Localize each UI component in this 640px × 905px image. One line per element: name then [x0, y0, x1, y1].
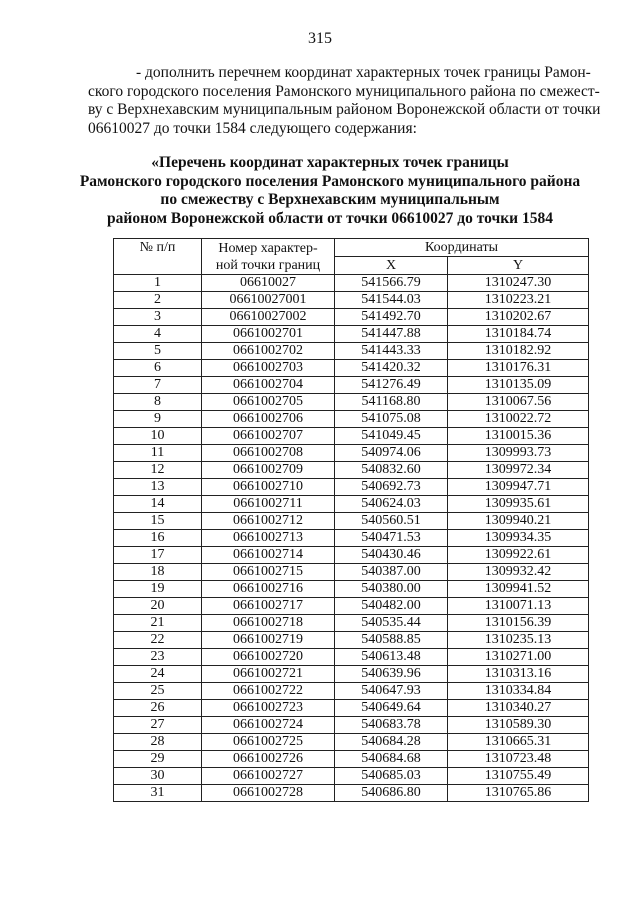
cell-row-number: 17	[114, 547, 202, 564]
cell-point-number: 0661002721	[202, 666, 335, 683]
cell-x: 541420.32	[335, 360, 448, 377]
table-row	[114, 768, 589, 785]
cell-point-number: 0661002707	[202, 428, 335, 445]
cell-x: 540692.73	[335, 479, 448, 496]
cell-y: 1310765.86	[448, 785, 589, 802]
cell-y: 1310235.13	[448, 632, 589, 649]
table-header-row	[114, 239, 589, 257]
cell-y: 1310665.31	[448, 734, 589, 751]
cell-x: 541492.70	[335, 309, 448, 326]
cell-x: 541544.03	[335, 292, 448, 309]
table-row	[114, 479, 589, 496]
heading-line: «Перечень координат характерных точек границы	[151, 154, 509, 171]
cell-point-number: 0661002727	[202, 768, 335, 785]
table-row	[114, 292, 589, 309]
heading-line: районом Воронежской области от точки 06610027 до точки 1584	[107, 209, 553, 227]
cell-point-number: 0661002708	[202, 445, 335, 462]
cell-point-number: 0661002703	[202, 360, 335, 377]
intro-line: 06610027 до точки 1584 следующего содержания:	[88, 119, 417, 137]
table-row	[114, 785, 589, 802]
table-row	[114, 751, 589, 768]
cell-row-number: 31	[114, 785, 202, 802]
cell-x: 540684.68	[335, 751, 448, 768]
cell-row-number: 6	[114, 360, 202, 377]
intro-line: ву с Верхнехавским муниципальным районом Воронежской области от точки	[88, 101, 601, 118]
intro-line: - дополнить перечнем координат характерных точек границы Рамон-	[136, 64, 591, 81]
cell-point-number: 0661002716	[202, 581, 335, 598]
header-point-number	[202, 239, 335, 275]
cell-point-number: 0661002701	[202, 326, 335, 343]
table-row	[114, 326, 589, 343]
table-row	[114, 649, 589, 666]
cell-y: 1310340.27	[448, 700, 589, 717]
cell-row-number: 27	[114, 717, 202, 734]
table-row	[114, 462, 589, 479]
cell-row-number: 2	[114, 292, 202, 309]
cell-x: 540974.06	[335, 445, 448, 462]
cell-x: 541447.88	[335, 326, 448, 343]
cell-y: 1310071.13	[448, 598, 589, 615]
cell-y: 1310067.56	[448, 394, 589, 411]
cell-x: 541566.79	[335, 275, 448, 292]
table-row	[114, 598, 589, 615]
table-row	[114, 394, 589, 411]
cell-x: 540649.64	[335, 700, 448, 717]
cell-row-number: 29	[114, 751, 202, 768]
cell-row-number: 16	[114, 530, 202, 547]
table-body	[114, 275, 589, 802]
header-y: Y	[448, 257, 589, 275]
table-row	[114, 547, 589, 564]
cell-y: 1310156.39	[448, 615, 589, 632]
table-row	[114, 530, 589, 547]
cell-x: 540683.78	[335, 717, 448, 734]
header-point-line1: Номер характер-	[218, 240, 318, 256]
cell-y: 1309932.42	[448, 564, 589, 581]
cell-y: 1310271.00	[448, 649, 589, 666]
cell-point-number: 0661002722	[202, 683, 335, 700]
cell-row-number: 28	[114, 734, 202, 751]
cell-point-number: 0661002713	[202, 530, 335, 547]
cell-y: 1309972.34	[448, 462, 589, 479]
table-row	[114, 513, 589, 530]
intro-paragraph	[88, 64, 600, 138]
cell-x: 540380.00	[335, 581, 448, 598]
cell-row-number: 18	[114, 564, 202, 581]
cell-x: 540832.60	[335, 462, 448, 479]
cell-x: 540647.93	[335, 683, 448, 700]
cell-point-number: 0661002718	[202, 615, 335, 632]
table-row	[114, 700, 589, 717]
cell-point-number: 0661002720	[202, 649, 335, 666]
cell-y: 1309993.73	[448, 445, 589, 462]
cell-row-number: 22	[114, 632, 202, 649]
cell-row-number: 11	[114, 445, 202, 462]
cell-x: 541443.33	[335, 343, 448, 360]
cell-row-number: 25	[114, 683, 202, 700]
table-row	[114, 411, 589, 428]
cell-x: 540535.44	[335, 615, 448, 632]
cell-point-number: 0661002706	[202, 411, 335, 428]
cell-point-number: 06610027001	[202, 292, 335, 309]
table-row	[114, 615, 589, 632]
cell-y: 1309947.71	[448, 479, 589, 496]
cell-row-number: 26	[114, 700, 202, 717]
cell-point-number: 0661002710	[202, 479, 335, 496]
table-row	[114, 564, 589, 581]
table-row	[114, 343, 589, 360]
table-row	[114, 275, 589, 292]
cell-row-number: 10	[114, 428, 202, 445]
cell-point-number: 0661002704	[202, 377, 335, 394]
cell-point-number: 0661002723	[202, 700, 335, 717]
table-row	[114, 581, 589, 598]
cell-point-number: 0661002702	[202, 343, 335, 360]
cell-row-number: 4	[114, 326, 202, 343]
cell-row-number: 1	[114, 275, 202, 292]
table-row	[114, 377, 589, 394]
cell-point-number: 0661002705	[202, 394, 335, 411]
cell-row-number: 21	[114, 615, 202, 632]
cell-row-number: 20	[114, 598, 202, 615]
cell-x: 541075.08	[335, 411, 448, 428]
cell-y: 1310247.30	[448, 275, 589, 292]
cell-row-number: 12	[114, 462, 202, 479]
table-row	[114, 428, 589, 445]
cell-y: 1310184.74	[448, 326, 589, 343]
header-point-line2: ной точки границ	[215, 257, 321, 273]
table-row	[114, 734, 589, 751]
cell-y: 1310589.30	[448, 717, 589, 734]
cell-x: 540685.03	[335, 768, 448, 785]
table-row	[114, 445, 589, 462]
cell-y: 1310334.84	[448, 683, 589, 700]
cell-row-number: 3	[114, 309, 202, 326]
cell-row-number: 7	[114, 377, 202, 394]
header-row-number: № п/п	[114, 239, 202, 275]
cell-y: 1310015.36	[448, 428, 589, 445]
cell-point-number: 0661002728	[202, 785, 335, 802]
cell-y: 1310723.48	[448, 751, 589, 768]
cell-point-number: 0661002717	[202, 598, 335, 615]
cell-y: 1309940.21	[448, 513, 589, 530]
cell-y: 1310313.16	[448, 666, 589, 683]
header-coordinates: Координаты	[335, 239, 589, 257]
cell-y: 1309922.61	[448, 547, 589, 564]
cell-x: 540639.96	[335, 666, 448, 683]
cell-row-number: 14	[114, 496, 202, 513]
cell-point-number: 0661002719	[202, 632, 335, 649]
table-row	[114, 309, 589, 326]
cell-y: 1309941.52	[448, 581, 589, 598]
cell-x: 541276.49	[335, 377, 448, 394]
cell-y: 1309934.35	[448, 530, 589, 547]
table-heading	[60, 154, 600, 228]
cell-x: 540430.46	[335, 547, 448, 564]
table-row	[114, 632, 589, 649]
cell-row-number: 24	[114, 666, 202, 683]
cell-y: 1310022.72	[448, 411, 589, 428]
cell-x: 540387.00	[335, 564, 448, 581]
cell-row-number: 9	[114, 411, 202, 428]
intro-line: ского городского поселения Рамонского муниципального района по смежест-	[88, 82, 600, 100]
cell-point-number: 0661002709	[202, 462, 335, 479]
cell-point-number: 06610027002	[202, 309, 335, 326]
cell-x: 540471.53	[335, 530, 448, 547]
heading-line: Рамонского городского поселения Рамонского муниципального района	[79, 172, 581, 190]
table-row	[114, 360, 589, 377]
table-row	[114, 496, 589, 513]
cell-row-number: 13	[114, 479, 202, 496]
cell-x: 540686.80	[335, 785, 448, 802]
cell-x: 540684.28	[335, 734, 448, 751]
cell-point-number: 0661002726	[202, 751, 335, 768]
cell-x: 540624.03	[335, 496, 448, 513]
header-x: X	[335, 257, 448, 275]
table-row	[114, 666, 589, 683]
cell-point-number: 0661002725	[202, 734, 335, 751]
cell-point-number: 0661002715	[202, 564, 335, 581]
cell-row-number: 19	[114, 581, 202, 598]
cell-point-number: 0661002714	[202, 547, 335, 564]
table-row	[114, 717, 589, 734]
cell-x: 540560.51	[335, 513, 448, 530]
cell-point-number: 0661002711	[202, 496, 335, 513]
cell-y: 1310182.92	[448, 343, 589, 360]
cell-y: 1310755.49	[448, 768, 589, 785]
heading-line: по смежеству с Верхнехавским муниципальным	[160, 191, 500, 208]
cell-x: 541168.80	[335, 394, 448, 411]
coordinates-table	[113, 238, 589, 802]
cell-row-number: 5	[114, 343, 202, 360]
cell-x: 540613.48	[335, 649, 448, 666]
cell-y: 1310223.21	[448, 292, 589, 309]
page-number: 315	[308, 30, 332, 47]
cell-row-number: 30	[114, 768, 202, 785]
cell-point-number: 0661002712	[202, 513, 335, 530]
cell-row-number: 8	[114, 394, 202, 411]
cell-x: 540588.85	[335, 632, 448, 649]
cell-x: 541049.45	[335, 428, 448, 445]
table-row	[114, 683, 589, 700]
cell-point-number: 06610027	[202, 275, 335, 292]
cell-row-number: 23	[114, 649, 202, 666]
cell-y: 1310202.67	[448, 309, 589, 326]
cell-x: 540482.00	[335, 598, 448, 615]
cell-y: 1310135.09	[448, 377, 589, 394]
cell-y: 1310176.31	[448, 360, 589, 377]
cell-point-number: 0661002724	[202, 717, 335, 734]
cell-row-number: 15	[114, 513, 202, 530]
cell-y: 1309935.61	[448, 496, 589, 513]
